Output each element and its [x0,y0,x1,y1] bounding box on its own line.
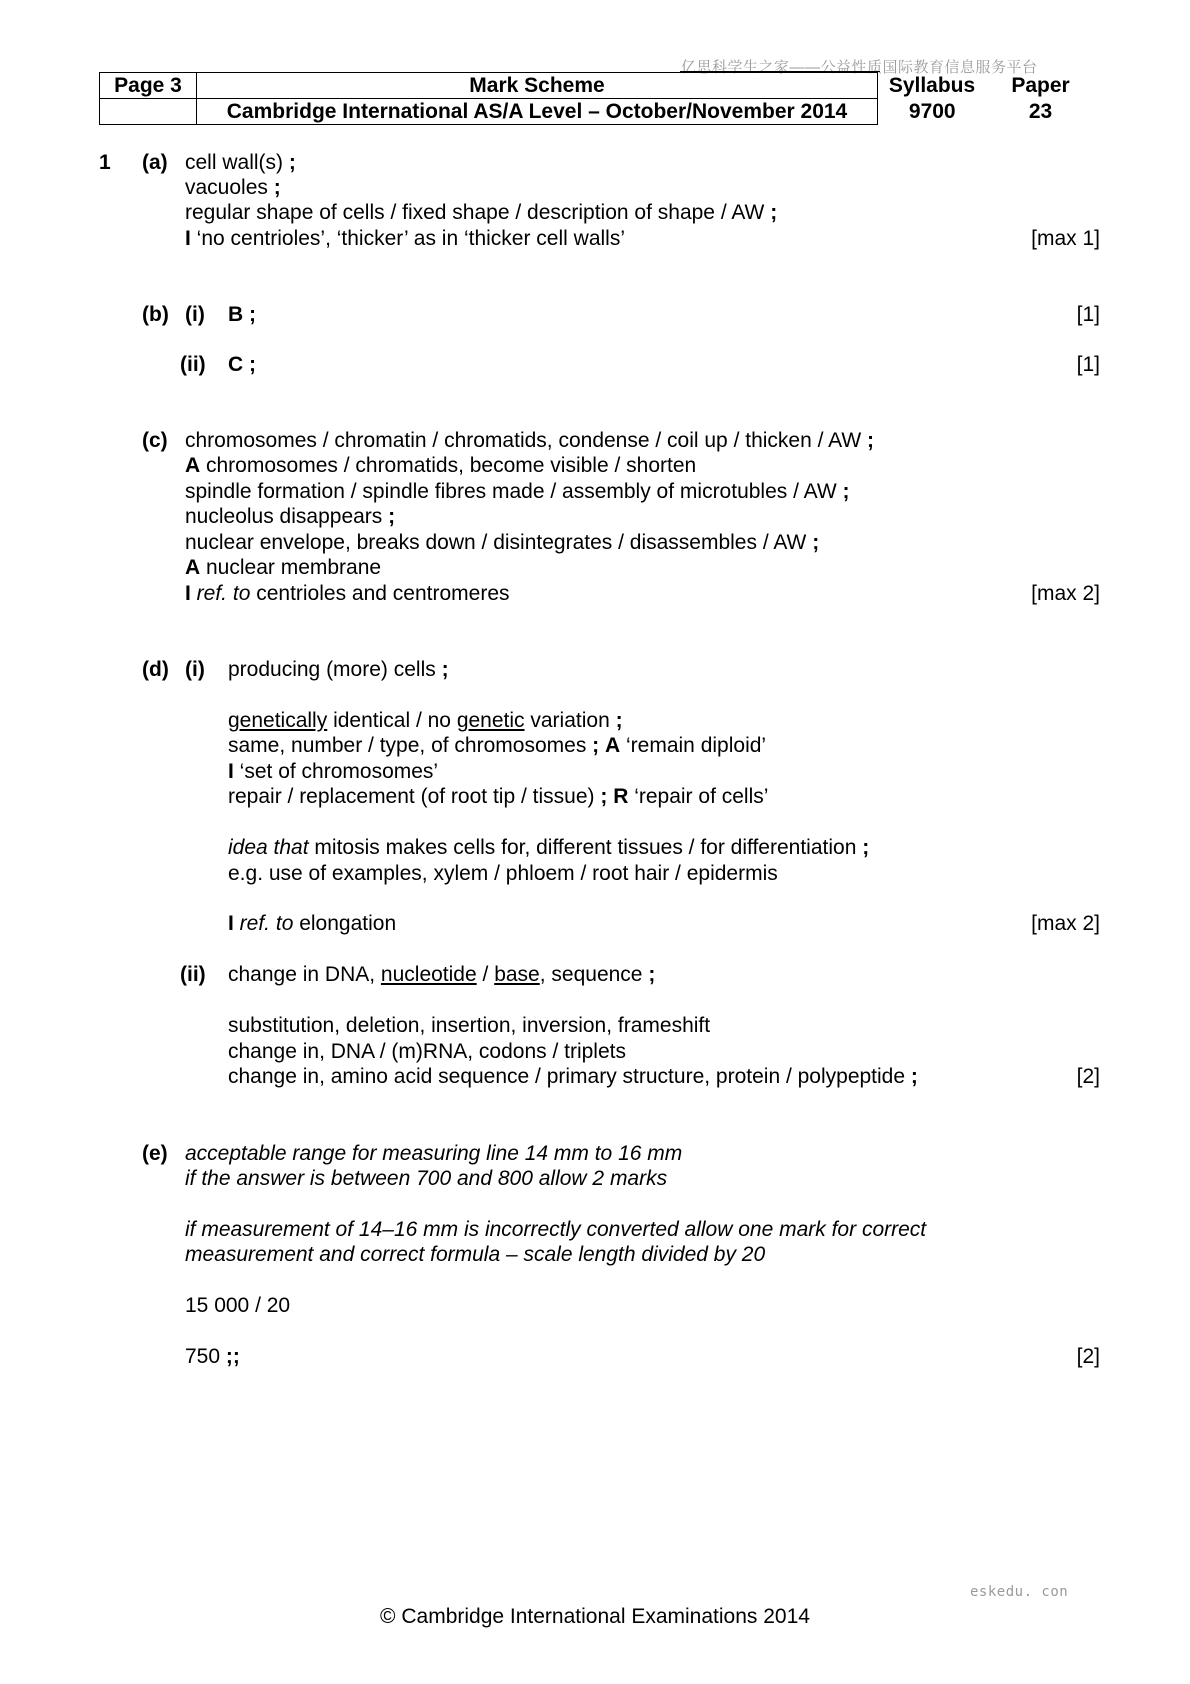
answer-line: cell wall(s) ; [185,151,296,174]
answer-line: producing (more) cells ; [228,658,449,681]
working-line: 15 000 / 20 [185,1294,291,1317]
sub-ii-label: (ii) [180,963,206,986]
answer-line: e.g. use of examples, xylem / phloem / root hair / epidermis [228,862,778,885]
sub-i-label: (i) [185,303,205,326]
accept-note: A chromosomes / chromatids, become visible / shorten [185,454,697,477]
part-e-label: (e) [142,1142,168,1165]
footer-copyright: © Cambridge International Examinations 2014 [380,1605,810,1628]
syllabus-label: Syllabus [888,74,976,97]
paper-value: 23 [1028,100,1053,123]
part-a-label: (a) [142,151,168,174]
answer-line: change in, DNA / (m)RNA, codons / triplets [228,1040,626,1063]
answer-line: genetically identical / no genetic variation ; [228,709,623,732]
mark-allocation: [2] [1076,1345,1100,1368]
mark-allocation: [max 2] [1031,912,1100,935]
accept-note: A nuclear membrane [185,556,382,579]
answer-line: change in, amino acid sequence / primary structure, protein / polypeptide ; [228,1065,918,1088]
question-number: 1 [99,151,111,174]
ignore-note: I ‘no centrioles’, ‘thicker’ as in ‘thicker cell walls’ [185,227,625,250]
sub-ii-label: (ii) [180,353,206,376]
ignore-note: I ‘set of chromosomes’ [228,760,439,783]
answer-line: chromosomes / chromatin / chromatids, condense / coil up / thicken / AW ; [185,429,875,452]
answer-line: 750 ;; [185,1345,240,1368]
mark-allocation: [2] [1076,1065,1100,1088]
header-table [99,72,1095,125]
mark-allocation: [max 2] [1031,582,1100,605]
paper-label: Paper [1011,74,1070,97]
ignore-note: I ref. to elongation [228,912,397,935]
part-d-label: (d) [142,658,169,681]
watermark-text: 亿思科学生之家——公益性质国际教育信息服务平台 [681,59,1038,76]
answer-line: repair / replacement (of root tip / tissue) ; R ‘repair of cells’ [228,785,769,808]
answer-line: spindle formation / spindle fibres made / assembly of microtubles / AW ; [185,480,850,503]
syllabus-value: 9700 [908,100,956,123]
page-blank-cell [100,99,197,125]
sub-i-label: (i) [185,658,205,681]
mark-allocation: [1] [1076,303,1100,326]
ignore-note: I ref. to centrioles and centromeres [185,582,510,605]
answer-line: idea that mitosis makes cells for, different tissues / for differentiation ; [228,836,870,859]
mark-allocation: [1] [1076,353,1100,376]
mark-allocation: [max 1] [1031,227,1100,250]
answer-line: C ; [228,353,256,376]
guidance-note: acceptable range for measuring line 14 mm to 16 mm [185,1142,683,1165]
answer-line: regular shape of cells / fixed shape / description of shape / AW ; [185,201,778,224]
doc-subtitle: Cambridge International AS/A Level – October/November 2014 [197,99,878,125]
doc-title: Mark Scheme [197,73,878,99]
guidance-note: measurement and correct formula – scale length divided by 20 [185,1243,766,1266]
page-number: Page 3 [100,73,197,99]
answer-line: B ; [228,303,256,326]
guidance-note: if measurement of 14–16 mm is incorrectly converted allow one mark for correct [185,1218,927,1241]
answer-line: vacuoles ; [185,176,281,199]
answer-line: nuclear envelope, breaks down / disintegrates / disassembles / AW ; [185,531,820,554]
answer-line: nucleolus disappears ; [185,505,396,528]
watermark-text: eskedu. con [970,1584,1069,1600]
answer-line: same, number / type, of chromosomes ; A ‘remain diploid’ [228,734,767,757]
answer-line: substitution, deletion, insertion, inversion, frameshift [228,1014,711,1037]
part-c-label: (c) [142,429,168,452]
guidance-note: if the answer is between 700 and 800 allow 2 marks [185,1167,668,1190]
answer-line: change in DNA, nucleotide / base, sequence ; [228,963,656,986]
part-b-label: (b) [142,303,169,326]
